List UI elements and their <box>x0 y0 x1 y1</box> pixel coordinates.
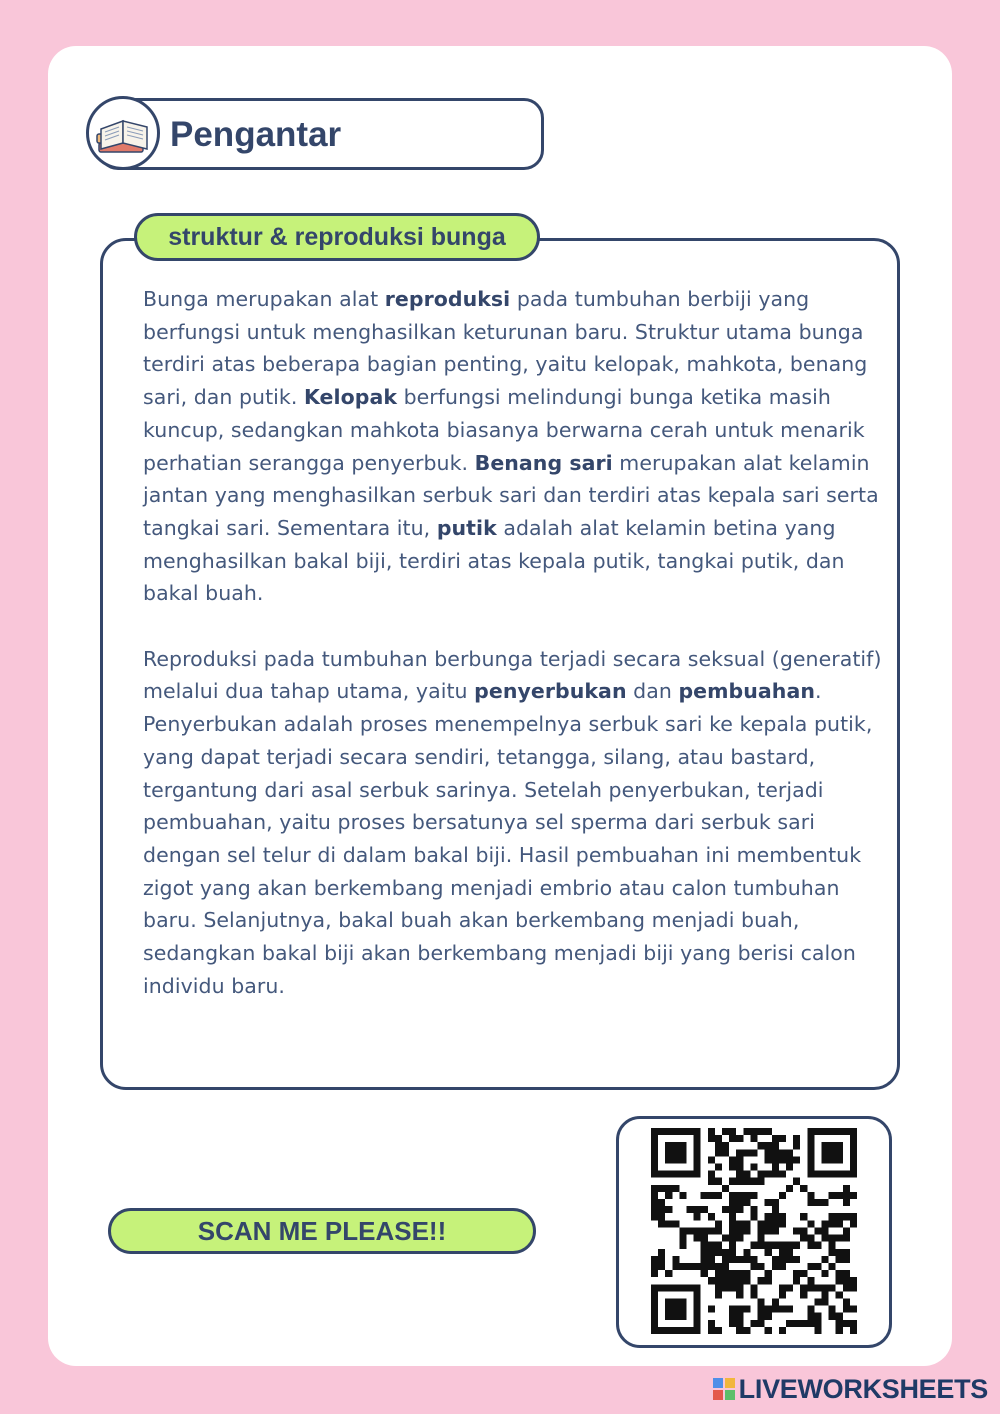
body-text <box>143 283 883 1002</box>
liveworksheets-logo-icon <box>713 1378 735 1400</box>
keyword: reproduksi <box>384 287 511 311</box>
footer-brand <box>713 1374 988 1404</box>
qr-code-icon[interactable] <box>651 1128 857 1334</box>
scan-me-label: SCAN ME PLEASE!! <box>108 1208 536 1254</box>
footer-brand-text: LIVEWORKSHEETS <box>738 1373 988 1404</box>
paragraph <box>143 283 883 610</box>
text-run: Bunga merupakan alat <box>143 287 385 311</box>
text-run: berfungsi melindungi bunga ketika masih kuncup, sedangkan mahkota biasanya berwarna cerah untuk menarik perhatian serangga penyerbuk. <box>143 385 865 475</box>
section-tag: struktur & reproduksi bunga <box>134 213 540 261</box>
book-stack-icon <box>86 96 160 170</box>
text-run: merupakan alat kelamin jantan yang menghasilkan serbuk sari dan terdiri atas kepala sari serta tangkai sari. Sementara itu, <box>143 450 879 540</box>
page-title: Pengantar <box>170 115 342 154</box>
keyword: Kelopak <box>303 385 398 410</box>
text-run: pada tumbuhan berbiji yang berfungsi untuk menghasilkan keturunan baru. Struktur utama bunga terdiri atas beberapa bagian penting, yaitu kelopak, mahkota, benang sari, dan putik. <box>143 287 868 410</box>
keyword: penyerbukan <box>474 679 627 704</box>
text-run: dan <box>626 679 679 704</box>
text-run: adalah alat kelamin betina yang menghasilkan bakal biji, terdiri atas kepala putik, tangkai putik, dan bakal buah. <box>143 515 845 606</box>
text-run: . Penyerbukan adalah proses menempelnya serbuk sari ke kepala putik, yang dapat terjadi secara sendiri, tetangga, silang, atau bastard, tergantung dari asal serbuk sarinya. Setelah penyerbukan, terjadi pembuahan, yaitu proses bersatunya sel sperma dari serbuk sari dengan sel telur di dalam bakal biji. Hasil pembuahan ini membentuk zigot yang akan berkembang menjadi embrio atau calon tumbuhan baru. Selanjutnya, bakal buah akan berkembang menjadi buah, sedangkan bakal biji akan berkembang menjadi biji yang berisi calon individu baru. <box>143 679 873 998</box>
paragraph <box>143 643 883 1003</box>
keyword: pembuahan <box>678 679 815 704</box>
keyword: putik <box>436 515 497 540</box>
text-run: Reproduksi pada tumbuhan berbunga terjadi secara seksual (generatif) melalui dua tahap utama, yaitu <box>143 646 882 704</box>
keyword: Benang sari <box>474 450 613 475</box>
